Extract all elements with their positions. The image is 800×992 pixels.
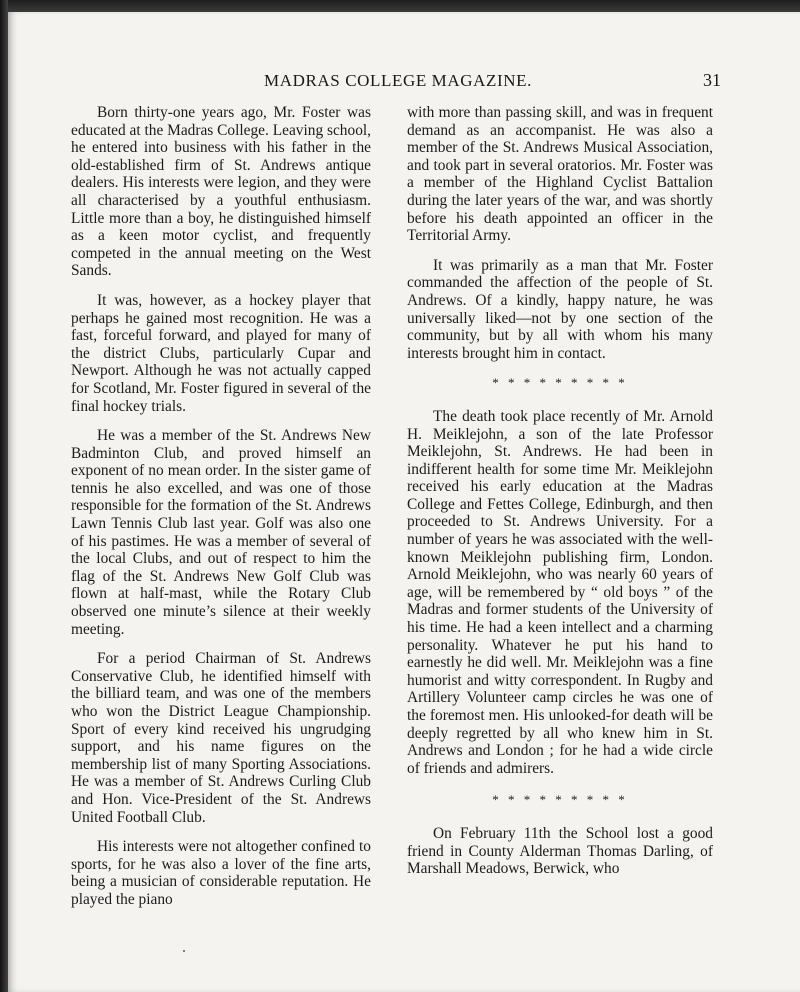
magazine-title: MADRAS COLLEGE MAGAZINE. <box>264 71 532 90</box>
scan-top-edge <box>0 0 800 12</box>
section-separator: * * * * * * * * * <box>492 792 628 808</box>
page-header <box>8 62 800 92</box>
paragraph-foster-badminton-tennis-golf: He was a member of the St. Andrews New Badminton Club, and proved himself an exponent of no mean order. In the sister game of tennis he also excelled, and was one of those responsible for the formation of the St. Andrews Lawn Tennis Club last year. Golf was also one of his pastimes. He was a member of several of the local Clubs, and out of respect to him the flag of the St. Andrews New Golf Club was flown at half-mast, while the Rotary Club observed one minute’s silence at their weekly meeting. <box>71 427 371 638</box>
paragraph-foster-early-life: Born thirty-one years ago, Mr. Foster was educated at the Madras College. Leaving school, he entered into business with his father in the old-established firm of St. Andrews antique dealers. His interests were legion, and they were all characterised by a youthful enthusiasm. Little more than a boy, he distinguished himself as a keen motor cyclist, and frequently competed in the annual meeting on the West Sands. <box>71 104 372 280</box>
paragraph-foster-character: It was primarily as a man that Mr. Foster commanded the affection of the people of St. Andrews. Of a kindly, happy nature, he was universally liked—not by one section of the community, but by all with whom his many interests brought him in contact. <box>407 256 713 362</box>
paragraph-foster-hockey: It was, however, as a hockey player that perhaps he gained most recognition. He was a fast, forceful forward, and played for many of the district Clubs, particularly Cupar and Newport. Although he was not actually capped for Scotland, Mr. Foster figured in several of the final hockey trials. <box>71 291 371 415</box>
section-separator: * * * * * * * * * <box>492 375 628 391</box>
paragraph-meiklejohn-obituary: The death took place recently of Mr. Arnold H. Meiklejohn, a son of the late Professor Meiklejohn, St. Andrews. He had been in indifferent health for some time Mr. Meiklejohn received his early education at the Madras College and Fettes College, Edinburgh, and then proceeded to St. Andrews University. For a number of years he was associated with the well-known Meiklejohn publishing firm, London. Arnold Meiklejohn, who was nearly 60 years of age, will be remembered by “ old boys ” of the Madras and former students of the University of his time. He had a keen intellect and a charming personality. Whatever he put his hand to earnestly he did well. Mr. Meiklejohn was a fine humorist and witty correspondent. In Rugby and Artillery Volunteer camp circles he was one of the foremost men. His unlooked-for death will be deeply regretted by all who knew him in St. Andrews and London ; for he had a wide circle of friends and admirers. <box>407 407 713 777</box>
page-number: 31 <box>703 70 721 90</box>
scan-speck <box>183 950 185 952</box>
paragraph-foster-fine-arts: His interests were not altogether confined to sports, for he was also a lover of the fine arts, being a musician of considerable reputation. He played the piano <box>71 838 371 908</box>
right-column <box>407 104 713 890</box>
paragraph-foster-conservative-club: For a period Chairman of St. Andrews Conservative Club, he identified himself with the billiard team, and was one of the members who won the District League Championship. Sport of every kind received his ungrudging support, and his name figures on the membership list of many Sporting Associations. He was a member of St. Andrews Curling Club and Hon. Vice-President of the St. Andrews United Football Club. <box>71 650 371 826</box>
left-column <box>71 104 371 921</box>
magazine-page <box>8 12 800 992</box>
paragraph-darling-obituary: On February 11th the School lost a good friend in County Alderman Thomas Darling, of Marshall Meadows, Berwick, who <box>407 824 713 878</box>
paragraph-foster-music-continued: with more than passing skill, and was in frequent demand as an accompanist. He was also a member of the St. Andrews Musical Association, and took part in several oratorios. Mr. Foster was a member of the Highland Cyclist Battalion during the later years of the war, and was shortly before his death appointed an officer in the Territorial Army. <box>407 104 713 245</box>
scan-left-edge <box>0 0 8 992</box>
